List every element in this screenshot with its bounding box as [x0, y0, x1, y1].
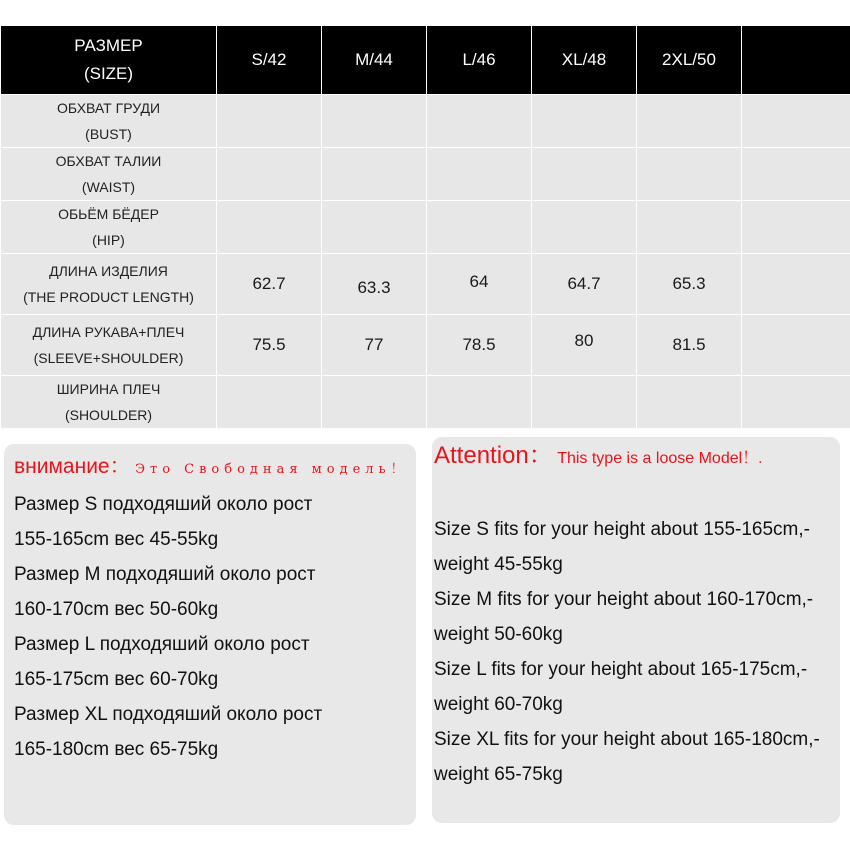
measurement-row-hip	[1, 201, 850, 254]
english-note-line: weight 65-75kg	[434, 764, 563, 785]
measurement-cell	[217, 148, 322, 201]
measurement-cell: 80	[532, 315, 637, 376]
measurement-cell: 81.5	[637, 315, 742, 376]
russian-note-title: внимание：	[14, 455, 131, 478]
russian-note-heading	[14, 450, 416, 487]
measurement-row-shoulder	[1, 376, 850, 429]
english-note-line: weight 45-55kg	[434, 554, 563, 575]
measurement-cell	[322, 95, 427, 148]
measurement-cell	[427, 201, 532, 254]
measurement-label	[1, 254, 217, 315]
measurement-cell	[637, 201, 742, 254]
english-note-line: Size S fits for your height about 155-165cm,-	[434, 519, 810, 540]
measurement-label-en: (BUST)	[85, 126, 132, 142]
measurement-cell	[637, 95, 742, 148]
measurement-cell: 63.3	[322, 254, 427, 315]
english-note-body	[434, 512, 840, 792]
measurement-label	[1, 201, 217, 254]
measurement-cell	[742, 254, 850, 315]
english-note-heading	[434, 439, 840, 476]
russian-note-line: Размер L подходяший около рост	[14, 634, 310, 655]
measurement-cell: 77	[322, 315, 427, 376]
measurement-cell: 75.5	[217, 315, 322, 376]
measurement-cell	[217, 201, 322, 254]
measurement-label-en: (WAIST)	[81, 179, 136, 195]
measurement-cell	[532, 201, 637, 254]
measurement-cell	[532, 376, 637, 429]
measurement-cell	[637, 148, 742, 201]
measurement-cell	[742, 201, 850, 254]
english-note-subtitle: This type is a loose Model！.	[557, 450, 763, 467]
size-header-row	[1, 26, 850, 95]
measurement-label-ru: ОБХВАТ ТАЛИИ	[55, 153, 162, 169]
measurement-cell	[322, 201, 427, 254]
russian-note-subtitle: Это Свободная модель！	[135, 462, 409, 477]
size-header-label	[1, 26, 217, 95]
size-header-cell	[742, 26, 850, 95]
size-header-cell: M/44	[322, 26, 427, 95]
russian-note-panel	[4, 444, 416, 825]
measurement-row-sleeve	[1, 315, 850, 376]
size-header-cell: 2XL/50	[637, 26, 742, 95]
measurement-cell: 65.3	[637, 254, 742, 315]
measurement-row-bust	[1, 95, 850, 148]
measurement-row-length	[1, 254, 850, 315]
size-header-label-ru: РАЗМЕР	[74, 36, 143, 55]
measurement-label-en: (HIP)	[92, 232, 125, 248]
measurement-label	[1, 376, 217, 429]
measurement-cell	[427, 148, 532, 201]
measurement-cell	[742, 315, 850, 376]
russian-note-line: Размер M подходяший около рост	[14, 564, 316, 585]
russian-note-line: 160-170cm вес 50-60kg	[14, 599, 219, 620]
measurement-cell	[427, 376, 532, 429]
measurement-label	[1, 315, 217, 376]
measurement-row-waist	[1, 148, 850, 201]
size-header-label-en: (SIZE)	[83, 64, 134, 83]
english-note-line: Size XL fits for your height about 165-180cm,-	[434, 729, 820, 750]
measurement-cell	[217, 95, 322, 148]
english-note-title: Attention：	[434, 442, 553, 469]
size-header-cell: S/42	[217, 26, 322, 95]
measurement-cell	[427, 95, 532, 148]
measurement-cell	[742, 148, 850, 201]
measurement-label-ru: ОБЬЁМ БЁДЕР	[58, 206, 159, 222]
size-chart-table	[0, 25, 850, 429]
measurement-cell: 64	[427, 254, 532, 315]
russian-note-line: 165-180cm вес 65-75kg	[14, 739, 219, 760]
english-note-line: weight 60-70kg	[434, 694, 563, 715]
english-note-line: Size M fits for your height about 160-170cm,-	[434, 589, 814, 610]
size-header-cell: XL/48	[532, 26, 637, 95]
measurement-label-ru: ДЛИНА ИЗДЕЛИЯ	[49, 263, 168, 279]
measurement-cell: 64.7	[532, 254, 637, 315]
measurement-cell: 78.5	[427, 315, 532, 376]
measurement-label	[1, 95, 217, 148]
measurement-cell	[322, 376, 427, 429]
measurement-cell	[532, 95, 637, 148]
russian-note-line: 155-165cm вес 45-55kg	[14, 529, 219, 550]
size-header-cell: L/46	[427, 26, 532, 95]
measurement-cell	[217, 376, 322, 429]
russian-note-line: Размер S подходяший около рост	[14, 494, 313, 515]
measurement-label-ru: ДЛИНА РУКАВА+ПЛЕЧ	[32, 324, 185, 340]
measurement-cell	[532, 148, 637, 201]
measurement-cell	[637, 376, 742, 429]
measurement-label-ru: ШИРИНА ПЛЕЧ	[56, 381, 161, 397]
measurement-label-ru: ОБХВАТ ГРУДИ	[56, 100, 161, 116]
english-note-line: weight 50-60kg	[434, 624, 563, 645]
english-note-panel	[432, 437, 840, 823]
measurement-label-en: (THE PRODUCT LENGTH)	[23, 289, 194, 305]
measurement-cell	[742, 376, 850, 429]
english-note-line: Size L fits for your height about 165-175cm,-	[434, 659, 808, 680]
measurement-label-en: (SHOULDER)	[64, 407, 153, 423]
measurement-cell	[322, 148, 427, 201]
measurement-cell	[742, 95, 850, 148]
measurement-cell: 62.7	[217, 254, 322, 315]
measurement-label-en: (SLEEVE+SHOULDER)	[33, 350, 184, 366]
russian-note-line: 165-175cm вес 60-70kg	[14, 669, 219, 690]
russian-note-line: Размер XL подходяший около рост	[14, 704, 323, 725]
measurement-label	[1, 148, 217, 201]
